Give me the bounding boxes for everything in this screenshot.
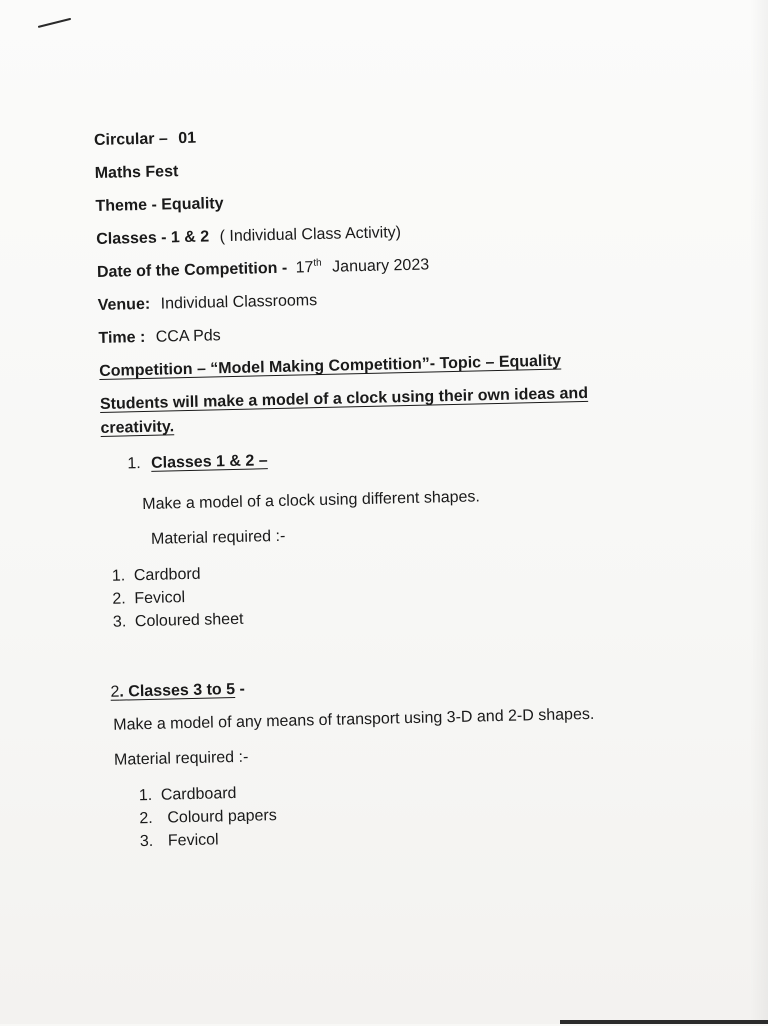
- list-number: 3.: [139, 832, 154, 851]
- list-text: Fevicol: [167, 831, 219, 850]
- circular-number-line: [94, 130, 196, 150]
- list-number: 2.: [112, 590, 126, 608]
- venue-line: [98, 292, 318, 315]
- date-day: 17: [295, 259, 314, 277]
- theme-label: Theme -: [95, 196, 162, 216]
- list-item: [112, 566, 201, 586]
- fest-title: Maths Fest: [94, 163, 179, 183]
- list-text: Coloured sheet: [134, 610, 244, 631]
- competition-line: Competition – “Model Making Competition”- Topic – Equality: [99, 352, 562, 380]
- list-number: 3.: [112, 613, 127, 631]
- section2-number: 2: [110, 683, 120, 701]
- classes-label: Classes -: [96, 229, 172, 249]
- venue-value: Individual Classrooms: [160, 292, 318, 313]
- section1-description: Make a model of a clock using different shapes.: [142, 488, 481, 514]
- instruction-line-1: Students will make a model of a clock using their own ideas and: [99, 384, 589, 413]
- list-text: Fevicol: [134, 589, 186, 608]
- date-rest: January 2023: [332, 256, 430, 276]
- date-sup: th: [313, 257, 322, 269]
- section1-heading-line: [127, 452, 268, 473]
- classes-value: 1 & 2: [170, 228, 210, 247]
- classes-line: [96, 224, 401, 249]
- list-item: [139, 785, 237, 805]
- list-item: [139, 807, 277, 828]
- venue-label: Venue:: [97, 295, 151, 315]
- section1-material-label: Material required :-: [150, 527, 286, 548]
- list-item: [112, 589, 185, 609]
- list-number: 1.: [138, 786, 153, 805]
- section2-heading: . Classes 3 to 5: [119, 680, 236, 701]
- time-label: Time :: [98, 328, 146, 347]
- page-bottom-edge: [560, 1020, 768, 1024]
- list-number: 2.: [139, 809, 153, 828]
- date-line: [97, 256, 430, 282]
- list-text: Cardbord: [133, 565, 201, 585]
- instruction-line-2: creativity.: [100, 418, 175, 437]
- list-text: Cardboard: [160, 784, 237, 804]
- section1-number: 1.: [127, 455, 141, 473]
- theme-value: Equality: [161, 195, 224, 214]
- list-item: [140, 831, 219, 851]
- circular-label: Circular –: [93, 130, 168, 150]
- list-item: [113, 611, 244, 632]
- list-text: Colourd papers: [167, 807, 277, 827]
- section1-heading: Classes 1 & 2 –: [150, 452, 268, 472]
- section2-material-label: Material required :-: [113, 748, 249, 769]
- time-value: CCA Pds: [155, 327, 221, 346]
- section2-heading-suffix: -: [234, 680, 246, 698]
- circular-number: 01: [178, 129, 197, 148]
- theme-line: [95, 195, 223, 216]
- list-number: 1.: [111, 567, 126, 585]
- date-label: Date of the Competition -: [96, 259, 292, 282]
- classes-note: ( Individual Class Activity): [219, 224, 402, 246]
- section2-description: Make a model of any means of transport using 3-D and 2-D shapes.: [113, 705, 595, 734]
- section2-heading-line: [110, 681, 245, 702]
- time-line: [98, 327, 221, 348]
